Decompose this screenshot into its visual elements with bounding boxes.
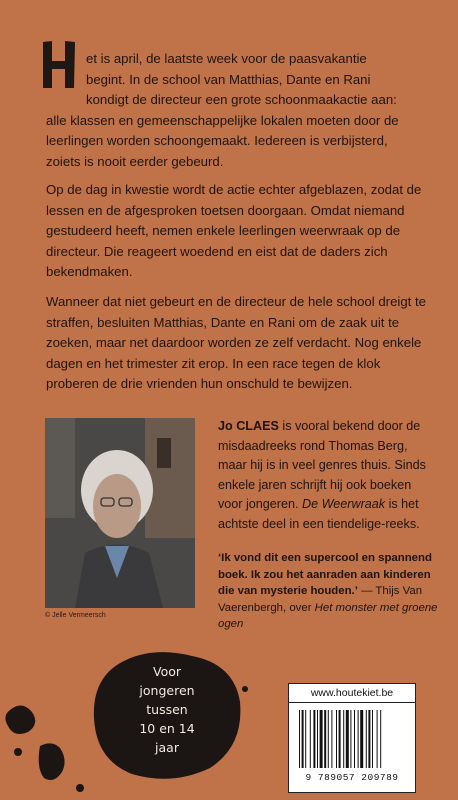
age-badge-line: tussen bbox=[146, 702, 188, 717]
age-badge-line: Voor bbox=[152, 664, 181, 679]
review-quote bbox=[218, 550, 440, 633]
age-badge-line: jaar bbox=[155, 740, 179, 755]
quote-source-title: Het monster met groene ogen bbox=[218, 601, 438, 630]
quote-attribution: — Thijs Van Vaerenbergh, over bbox=[218, 585, 423, 614]
isbn-number: 9 789057 209789 bbox=[305, 772, 399, 783]
intro-line: zoiets is nooit eerder gebeurd. bbox=[46, 153, 224, 169]
intro-line: begint. In de school van Matthias, Dante en Rani bbox=[86, 71, 371, 87]
book-title: De Weerwraak bbox=[302, 497, 386, 511]
age-badge-line: jongeren bbox=[139, 683, 195, 698]
intro-line: kondigt de directeur een grote schoonmaakactie aan: bbox=[86, 92, 397, 107]
paragraph-3: Wanneer dat niet gebeurt en de directeur de hele school dreigt te straffen, besluiten Matthias, Dante en Rani om de zaak uit te zoeken, maar net daardoor worden ze zelf verdacht. Nog enkele dagen en het trimester zit erop. In een race tegen de klok proberen de drie vrienden hun onschuld te bewijzen. bbox=[46, 294, 426, 391]
ink-drop-icon bbox=[74, 782, 86, 794]
barcode-panel bbox=[288, 683, 416, 793]
intro-line: alle klassen en gemeenschappelijke lokalen moeten door de bbox=[46, 112, 399, 128]
author-first-name: Jo bbox=[218, 419, 237, 433]
ink-splat-icon bbox=[2, 700, 42, 740]
author-last-name: CLAES bbox=[236, 419, 279, 433]
author-bio bbox=[218, 417, 428, 534]
publisher-url: www.houtekiet.be bbox=[289, 684, 415, 703]
intro-line: leerlingen worden schoongemaakt. Iedereen is verbijsterd, bbox=[46, 133, 388, 148]
intro-line: et is april, de laatste week voor de paasvakantie bbox=[86, 51, 367, 66]
author-photo bbox=[45, 418, 195, 608]
ink-drop-icon bbox=[12, 746, 24, 758]
paragraph-2: Op de dag in kwestie wordt de actie echter afgeblazen, zodat de lessen en de afgesproken toetsen doorgaan. Omdat niemand gestudeerd heeft, nemen enkele leerlingen weerwraak op de directeur. Die reageert woedend en eist dat de daders zich bekendmaken. bbox=[46, 182, 422, 279]
age-badge bbox=[117, 662, 217, 757]
author-bio-text: is vooral bekend door de misdaadreeks rond Thomas Berg, maar hij is in veel genres thuis. Sinds enkele jaren schrijft hij ook boeken voor jongeren. bbox=[218, 419, 426, 511]
photo-credit: © Jelle Vermeersch bbox=[45, 612, 106, 619]
author-bio-end: is het achtste deel in een tiendelige-reeks. bbox=[218, 497, 420, 531]
intro-paragraph bbox=[46, 49, 426, 172]
age-badge-line: 10 en 14 bbox=[139, 721, 195, 736]
barcode-icon bbox=[297, 710, 407, 770]
ink-splat-icon bbox=[34, 738, 74, 788]
quote-text: ‘Ik vond dit een supercool en spannend boek. Ik zou het aanraden aan kinderen die van mysterie houden.’ bbox=[218, 552, 432, 597]
